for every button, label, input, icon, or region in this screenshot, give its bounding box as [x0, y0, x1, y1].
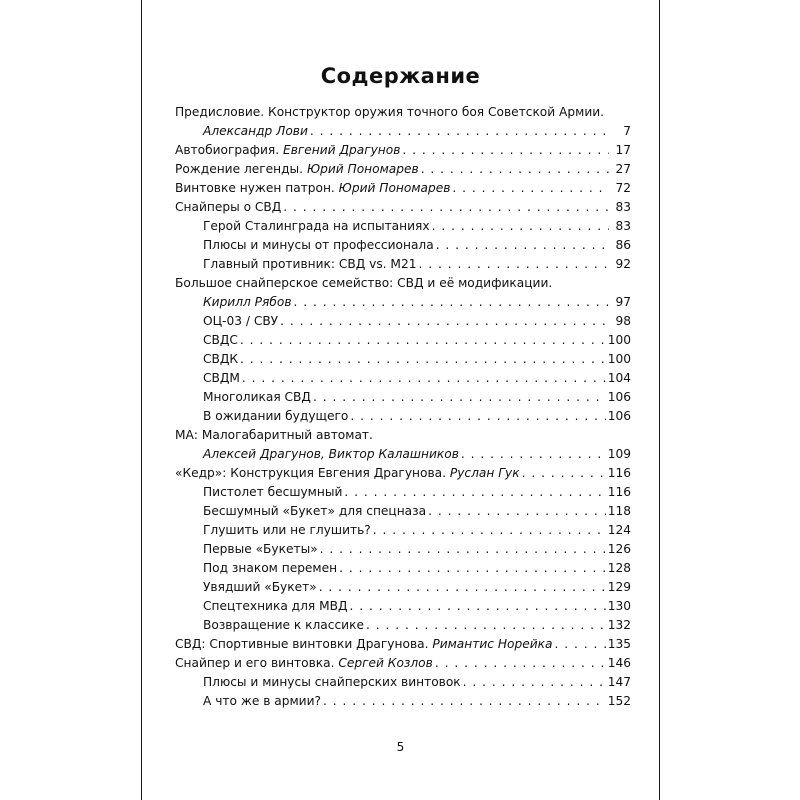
toc-chapter-name: Плюсы и минусы от профессионала [203, 238, 434, 252]
toc-chapter-name: СВД: Спортивные винтовки Драгунова. [175, 637, 433, 651]
toc-entry-title [175, 103, 604, 122]
toc-entry [175, 217, 631, 236]
dot-leader [320, 540, 606, 559]
toc-entry-title [203, 540, 318, 559]
dot-leader [350, 597, 606, 616]
toc-entry-title [203, 597, 348, 616]
toc-page-number: 126 [607, 542, 631, 556]
toc-chapter-name: Под знаком перемен [203, 561, 338, 575]
toc-page-number: 86 [615, 238, 631, 252]
toc-author: Руслан Гук [449, 466, 520, 480]
dot-leader [319, 578, 606, 597]
book-page [141, 0, 660, 800]
toc-page-number: 7 [623, 124, 631, 138]
toc-page-number: 98 [615, 314, 631, 328]
toc-page-number: 124 [607, 523, 631, 537]
dot-leader [463, 673, 606, 692]
toc-entry-title [175, 160, 419, 179]
toc-entry [175, 635, 631, 654]
toc-page-number: 116 [607, 485, 631, 499]
toc-page-number: 106 [607, 409, 631, 423]
dot-leader [428, 502, 606, 521]
dot-leader [432, 217, 609, 236]
toc-entry-title [203, 673, 461, 692]
toc-chapter-name: Снайпер и его винтовка. [175, 656, 339, 670]
toc-chapter-name: Глушить или не глушить? [203, 523, 371, 537]
toc-page-number: 135 [607, 637, 631, 651]
toc-entry [175, 407, 631, 426]
toc-entry [175, 236, 631, 255]
toc-author: Юрий Пономарев [338, 181, 451, 195]
toc-entry-title [203, 388, 311, 407]
toc-page-number: 83 [615, 200, 631, 214]
toc-page-number: 147 [607, 675, 631, 689]
toc-entry [175, 122, 631, 141]
dot-leader [339, 559, 606, 578]
toc-entry-title [175, 179, 450, 198]
toc-entry [175, 464, 631, 483]
toc-entry-title [175, 141, 400, 160]
toc-entry-title [175, 654, 433, 673]
toc-chapter-name: Пистолет бесшумный [203, 485, 343, 499]
toc-entry-title [203, 559, 337, 578]
toc-author: Евгений Драгунов [283, 143, 401, 157]
toc-entry [175, 597, 631, 616]
toc-page-number: 17 [615, 143, 631, 157]
dot-leader [294, 293, 609, 312]
toc-entry-title [203, 521, 371, 540]
toc-entry [175, 350, 631, 369]
page-number: 5 [396, 740, 405, 754]
table-of-contents [175, 103, 631, 711]
toc-chapter-name: Многоликая СВД [203, 390, 311, 404]
toc-chapter-name: Увядший «Букет» [203, 580, 317, 594]
toc-entry-title [203, 407, 348, 426]
dot-leader [240, 331, 606, 350]
toc-entry [175, 654, 631, 673]
toc-page-number: 130 [607, 599, 631, 613]
toc-author: Сергей Козлов [338, 656, 433, 670]
toc-entry-title [203, 122, 308, 141]
toc-entry-title [175, 198, 281, 217]
toc-entry [175, 540, 631, 559]
toc-entry [175, 331, 631, 350]
toc-chapter-name: Герой Сталинграда на испытаниях [203, 219, 430, 233]
toc-page-number: 116 [607, 466, 631, 480]
toc-entry [175, 160, 631, 179]
dot-leader [461, 445, 606, 464]
toc-author: Кирилл Рябов [203, 295, 292, 309]
toc-entry [175, 426, 631, 445]
toc-page-number: 100 [607, 333, 631, 347]
toc-entry [175, 578, 631, 597]
toc-entry [175, 616, 631, 635]
dot-leader [421, 160, 609, 179]
toc-author: Александр Лови [203, 124, 308, 138]
dot-leader [366, 616, 606, 635]
toc-entry-title [203, 578, 317, 597]
toc-entry-title [203, 217, 430, 236]
toc-entry [175, 673, 631, 692]
toc-entry-title [203, 236, 434, 255]
toc-entry [175, 521, 631, 540]
dot-leader [283, 198, 609, 217]
toc-page-number: 100 [607, 352, 631, 366]
toc-author: Алексей Драгунов, Виктор Калашников [203, 447, 459, 461]
toc-entry [175, 559, 631, 578]
toc-chapter-name: Бесшумный «Букет» для спецназа [203, 504, 427, 518]
toc-entry-title [203, 616, 364, 635]
toc-entry-title [203, 312, 278, 331]
toc-page-number: 152 [607, 694, 631, 708]
toc-chapter-name: Автобиография. [175, 143, 283, 157]
toc-entry-title [203, 369, 240, 388]
dot-leader [452, 179, 609, 198]
toc-page-number: 128 [607, 561, 631, 575]
toc-chapter-name: МА: Малогабаритный автомат. [175, 428, 373, 442]
toc-chapter-name: СВДС [203, 333, 238, 347]
toc-page-number: 97 [615, 295, 631, 309]
toc-author: Юрий Пономарев [306, 162, 419, 176]
toc-chapter-name: Предисловие. Конструктор оружия точного боя Советской Армии. [175, 105, 605, 119]
dot-leader [323, 692, 606, 711]
toc-chapter-name: СВДК [203, 352, 239, 366]
toc-chapter-name: В ожидании будущего [203, 409, 349, 423]
dot-leader [436, 236, 609, 255]
toc-entry [175, 502, 631, 521]
toc-page-number: 27 [615, 162, 631, 176]
toc-entry [175, 103, 631, 122]
page-title: Содержание [320, 64, 481, 88]
toc-entry [175, 483, 631, 502]
toc-entry-title [203, 445, 459, 464]
toc-entry-title [203, 502, 426, 521]
toc-entry-title [175, 426, 373, 445]
toc-entry-title [203, 331, 238, 350]
toc-entry-title [175, 274, 552, 293]
toc-chapter-name: Главный противник: СВД vs. M21 [203, 257, 417, 271]
dot-leader [350, 407, 605, 426]
toc-chapter-name: Рождение легенды. [175, 162, 307, 176]
toc-entry-title [203, 293, 292, 312]
dot-leader [373, 521, 606, 540]
toc-entry [175, 312, 631, 331]
toc-entry [175, 274, 631, 293]
toc-chapter-name: Большое снайперское семейство: СВД и её модификации. [175, 276, 553, 290]
toc-entry-title [175, 635, 552, 654]
toc-entry [175, 198, 631, 217]
dot-leader [344, 483, 605, 502]
toc-entry-title [203, 255, 416, 274]
toc-entry-title [203, 483, 342, 502]
toc-page-number: 129 [607, 580, 631, 594]
toc-chapter-name: Первые «Букеты» [203, 542, 318, 556]
dot-leader [435, 654, 606, 673]
toc-chapter-name: Возвращение к классике [203, 618, 364, 632]
toc-chapter-name: Снайперы о СВД [175, 200, 282, 214]
toc-entry [175, 179, 631, 198]
toc-page-number: 109 [607, 447, 631, 461]
toc-author: Римантис Норейка [432, 637, 553, 651]
toc-entry [175, 255, 631, 274]
toc-entry [175, 141, 631, 160]
toc-chapter-name: СВДМ [203, 371, 240, 385]
toc-entry-title [203, 350, 238, 369]
toc-page-number: 92 [615, 257, 631, 271]
toc-page-number: 132 [607, 618, 631, 632]
dot-leader [402, 141, 609, 160]
toc-chapter-name: А что же в армии? [203, 694, 321, 708]
toc-entry [175, 293, 631, 312]
toc-entry-title [175, 464, 520, 483]
toc-page-number: 106 [607, 390, 631, 404]
dot-leader [240, 350, 606, 369]
toc-entry [175, 388, 631, 407]
toc-chapter-name: Винтовке нужен патрон. [175, 181, 339, 195]
dot-leader [242, 369, 606, 388]
toc-chapter-name: «Кедр»: Конструкция Евгения Драгунова. [175, 466, 450, 480]
toc-page-number: 146 [607, 656, 631, 670]
dot-leader [554, 635, 605, 654]
dot-leader [310, 122, 609, 141]
toc-entry [175, 369, 631, 388]
dot-leader [280, 312, 609, 331]
dot-leader [313, 388, 606, 407]
dot-leader [418, 255, 609, 274]
toc-page-number: 104 [607, 371, 631, 385]
toc-chapter-name: Спецтехника для МВД [203, 599, 348, 613]
toc-entry [175, 692, 631, 711]
toc-chapter-name: ОЦ-03 / СВУ [203, 314, 279, 328]
toc-entry [175, 445, 631, 464]
toc-chapter-name: Плюсы и минусы снайперских винтовок [203, 675, 461, 689]
toc-page-number: 72 [615, 181, 631, 195]
toc-page-number: 118 [607, 504, 631, 518]
dot-leader [522, 464, 606, 483]
toc-page-number: 83 [615, 219, 631, 233]
toc-entry-title [203, 692, 321, 711]
